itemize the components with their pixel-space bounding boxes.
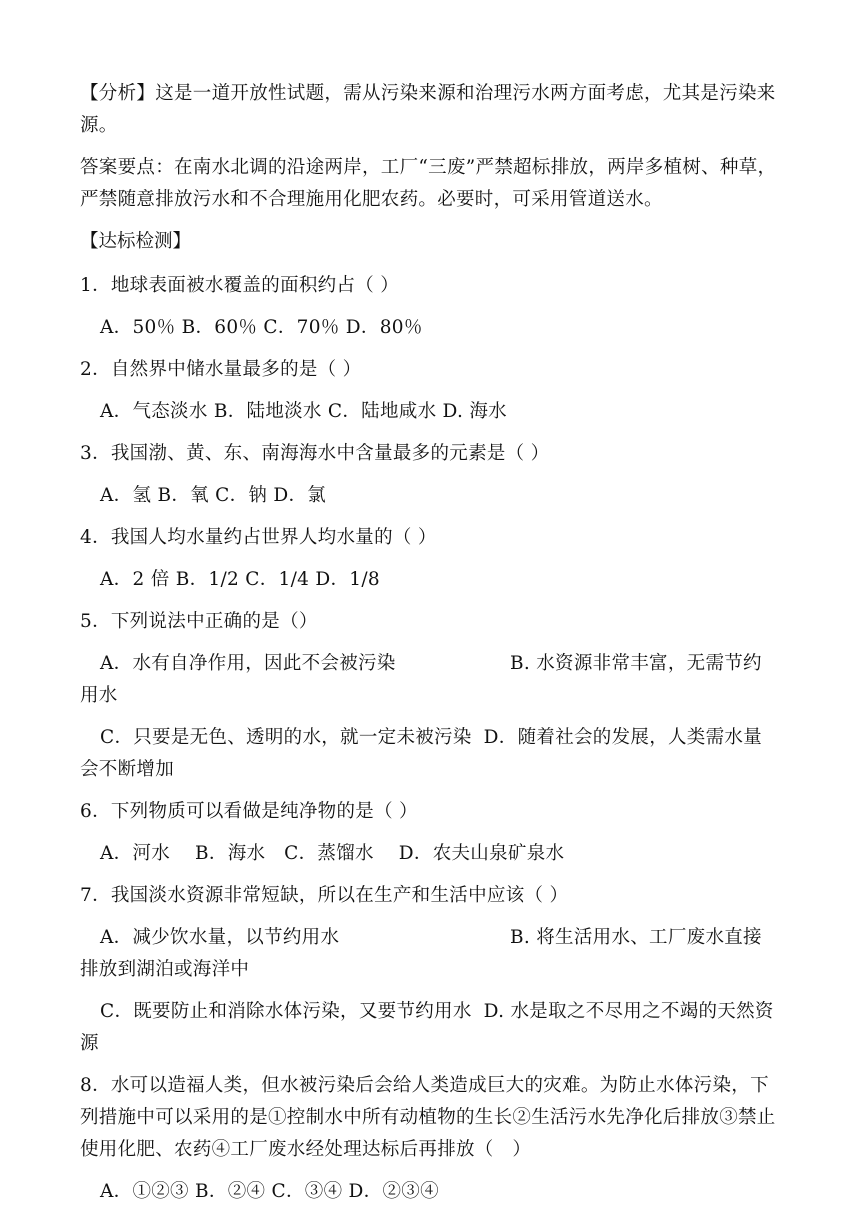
answer-points-paragraph: 答案要点：在南水北调的沿途两岸，工厂“三废”严禁超标排放，两岸多植树、种草，严禁随意排放污水和不合理施用化肥农药。必要时，可采用管道送水。 — [80, 157, 777, 210]
question-7-stem: 7．我国淡水资源非常短缺，所以在生产和生活中应该（ ） — [80, 885, 569, 906]
question-4-stem: 4．我国人均水量约占世界人均水量的（ ） — [80, 527, 437, 548]
question-7-options-cd — [80, 996, 780, 1060]
question-5-options-cd — [80, 722, 780, 786]
question-8-options: A．①②③ B．②④ C．③④ D．②③④ — [100, 1181, 439, 1202]
question-4-options: A．2 倍 B．1/2 C．1/4 D．1/8 — [100, 569, 380, 590]
question-3-stem: 3．我国渤、黄、东、南海海水中含量最多的元素是（ ） — [80, 443, 550, 464]
question-6-options: A．河水 B．海水 C．蒸馏水 D．农夫山泉矿泉水 — [100, 843, 565, 864]
question-5-option-a: A．水有自净作用，因此不会被污染 — [100, 653, 396, 674]
question-7-option-d: D. 水是取之不尽用之不竭的天然资源 — [80, 1001, 774, 1054]
question-7-options-ab — [80, 922, 780, 986]
analysis-paragraph: 【分析】这是一道开放性试题，需从污染来源和治理污水两方面考虑，尤其是污染来源。 — [80, 83, 776, 136]
question-2-stem: 2．自然界中储水量最多的是（ ） — [80, 359, 362, 380]
question-5-options-ab — [80, 648, 780, 712]
question-5-option-d: D．随着社会的发展，人类需水量会不断增加 — [80, 727, 763, 780]
question-5-stem: 5．下列说法中正确的是（） — [80, 611, 318, 632]
question-1-stem: 1．地球表面被水覆盖的面积约占（ ） — [80, 275, 400, 296]
question-5-option-c: C．只要是无色、透明的水，就一定未被污染 — [100, 727, 472, 748]
document-page — [80, 78, 780, 1218]
question-7-option-c: C．既要防止和消除水体污染，又要节约用水 — [100, 1001, 472, 1022]
section-title: 【达标检测】 — [80, 231, 192, 252]
question-8-stem: 8．水可以造福人类，但水被污染后会给人类造成巨大的灾难。为防止水体污染，下列措施中可以采用的是①控制水中所有动植物的生长②生活污水先净化后排放③禁止使用化肥、农药④工厂废水经处理达标后再排放（ ） — [80, 1075, 776, 1160]
question-6-stem: 6．下列物质可以看做是纯净物的是（ ） — [80, 801, 418, 822]
question-3-options: A．氢 B．氧 C．钠 D．氯 — [100, 485, 327, 506]
question-7-option-b: B. 将生活用水、工厂废水直接排放到湖泊或海洋中 — [80, 927, 762, 980]
question-1-options: A．50％ B．60％ C．70％ D．80％ — [100, 317, 423, 338]
question-7-option-a: A．减少饮水量，以节约用水 — [100, 927, 340, 948]
question-5-option-b: B. 水资源非常丰富，无需节约用水 — [80, 653, 762, 706]
question-2-options: A．气态淡水 B．陆地淡水 C．陆地咸水 D. 海水 — [100, 401, 507, 422]
